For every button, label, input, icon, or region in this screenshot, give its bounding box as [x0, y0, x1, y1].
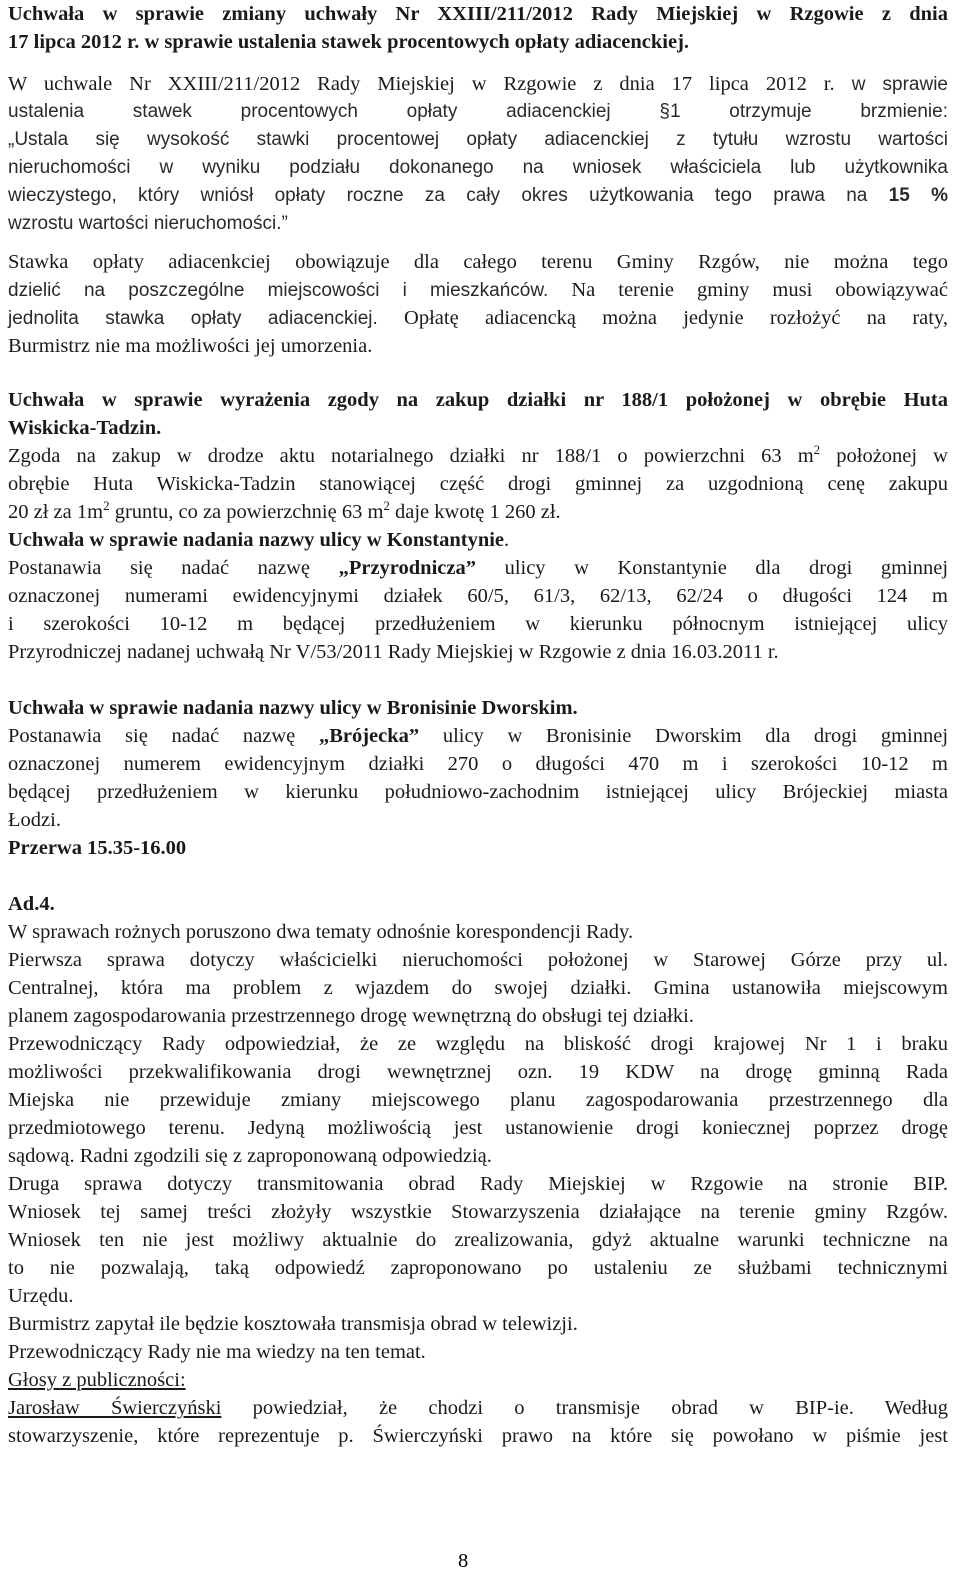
text-line: wzrostu wartości nieruchomości.”: [8, 213, 288, 234]
section-title: Uchwała w sprawie zmiany uchwały Nr XXIII/211/2012 Rady Miejskiej w Rzgowie z dnia: [8, 3, 948, 25]
text-span: dzielić na poszczególne miejscowości i mieszkańców.: [8, 280, 549, 301]
break-note: Przerwa 15.35-16.00: [8, 837, 187, 859]
text-line: Przyrodniczej nadanej uchwałą Nr V/53/2011 Rady Miejskiej w Rzgowie z dnia 16.03.2011 r.: [8, 641, 779, 663]
text-line: [8, 722, 948, 750]
superscript: 2: [103, 498, 110, 513]
text-span: położonej w: [820, 445, 948, 467]
page-number: 8: [458, 1550, 469, 1572]
public-voices-label: Głosy z publiczności:: [8, 1369, 186, 1391]
text-line: „Ustala się wysokość stawki procentowej opłaty adiacenckiej z tytułu wzrostu wartości: [8, 129, 948, 150]
text-span: w sprawie: [834, 74, 949, 95]
section-title: 17 lipca 2012 r. w sprawie ustalenia stawek procentowych opłaty adiacenckiej.: [8, 31, 690, 53]
section-title: Uchwała w sprawie wyrażenia zgody na zakup działki nr 188/1 położonej w obrębie Huta: [8, 389, 948, 411]
text-line: będącej przedłużeniem w kierunku południowo-zachodnim istniejącej ulicy Brójeckiej miasta: [8, 781, 948, 803]
superscript: 2: [813, 442, 821, 457]
text-line: Przewodniczący Rady odpowiedział, że ze względu na bliskość drogi krajowej Nr 1 i braku: [8, 1033, 948, 1055]
text-line: Druga sprawa dotyczy transmitowania obrad Rady Miejskiej w Rzgowie na stronie BIP.: [8, 1173, 948, 1195]
text-line: [8, 1394, 948, 1422]
text-line: [8, 554, 948, 582]
section-dzialka: [8, 386, 948, 526]
text-span: ulicy w Bronisinie Dworskim dla drogi gminnej: [442, 725, 949, 747]
section-title: Wiskicka-Tadzin.: [8, 417, 162, 439]
text-line: planem zagospodarowania przestrzennego drogę wewnętrzną do obsługi tej działki.: [8, 1005, 694, 1027]
text-span: Na terenie gminy musi obowiązywać: [548, 279, 948, 301]
text-line: i szerokości 10-12 m będącej przedłużeniem w kierunku północnym istniejącej ulicy: [8, 613, 948, 635]
superscript: 2: [383, 498, 390, 513]
text-line: [8, 304, 948, 332]
text-span: Opłatę adiacencką można jedynie rozłożyć na raty,: [377, 307, 948, 329]
speaker-name: Jarosław Świerczyński: [8, 1397, 222, 1419]
text-span: jednolita stawka opłaty adiacenckiej.: [8, 308, 378, 329]
text-line: [8, 70, 948, 98]
percent-value: 15 %: [888, 185, 948, 206]
text-line: [8, 442, 948, 470]
text-line: Pierwsza sprawa dotyczy właścicielki nieruchomości położonej w Starowej Górze przy ul.: [8, 949, 948, 971]
section-heading: Ad.4.: [8, 893, 55, 915]
text-span: Zgoda na zakup w drodze aktu notarialnego działki nr 188/1 o powierzchni 63 m: [8, 445, 814, 467]
text-line: sądową. Radni zgodzili się z zaproponowaną odpowiedzią.: [8, 1145, 492, 1167]
text-span: daje kwotę 1 260 zł.: [389, 501, 561, 523]
section-ad4: [8, 890, 948, 1450]
street-name: „Brójecka”: [318, 725, 420, 747]
text-span: Postanawia się nadać nazwę: [8, 725, 296, 747]
text-line: Łodzi.: [8, 809, 61, 831]
text-line: nieruchomości w wyniku podziału dokonanego na wniosek właściciela lub użytkownika: [8, 157, 948, 178]
text-line: przedmiotowego terenu. Jedyną możliwością jest ustanowienie drogi koniecznej poprzez drogę: [8, 1117, 948, 1139]
text-span: 20 zł za 1m: [8, 501, 104, 523]
text-span: powiedział, że chodzi o transmisje obrad w BIP-ie. Według: [221, 1397, 948, 1419]
text-line: Stawka opłaty adiacenkciej obowiązuje dla całego terenu Gminy Rzgów, nie można tego: [8, 251, 948, 273]
text-line: to nie pozwalają, taką odpowiedź zaproponowano po ustaleniu ze służbami technicznymi: [8, 1257, 948, 1279]
text-line: [8, 498, 948, 526]
section-bronisin: [8, 694, 948, 862]
text-span: W uchwale Nr XXIII/211/2012 Rady Miejskiej w Rzgowie z dnia 17 lipca 2012 r.: [8, 73, 835, 95]
text-line: obrębie Huta Wiskicka-Tadzin stanowiącej część drogi gminnej za uzgodnioną cenę zakupu: [8, 473, 948, 495]
text-line: możliwości przekwalifikowania drogi wewnętrznej ozn. 19 KDW na drogę gminną Rada: [8, 1061, 948, 1083]
paragraph: [8, 248, 948, 360]
text-line: Przewodniczący Rady nie ma wiedzy na ten temat.: [8, 1341, 426, 1363]
text-span: Postanawia się nadać nazwę: [8, 557, 310, 579]
section-konstantyn: [8, 526, 948, 666]
text-line: Centralnej, która ma problem z wjazdem do swojej działki. Gmina ustanowiła miejscowym: [8, 977, 948, 999]
text-line: Wniosek tej samej treści złożyły wszystkie Stowarzyszenia działające na terenie gminy Rzgów.: [8, 1201, 948, 1223]
text-line: Urzędu.: [8, 1285, 74, 1307]
text-span: gruntu, co za powierzchnię 63 m: [109, 501, 384, 523]
text-line: oznaczonej numerem ewidencyjnym działki 270 o długości 470 m i szerokości 10-12 m: [8, 753, 948, 775]
text-line: oznaczonej numerami ewidencyjnymi działek 60/5, 61/3, 62/13, 62/24 o długości 124 m: [8, 585, 948, 607]
text-line: Wniosek ten nie jest możliwy aktualnie do zrealizowania, gdyż aktualne warunki techniczne na: [8, 1229, 948, 1251]
text-line: W sprawach rożnych poruszono dwa tematy odnośnie korespondencji Rady.: [8, 921, 634, 943]
title-text: Uchwała w sprawie nadania nazwy ulicy w Konstantynie: [8, 529, 505, 551]
text-line: ustalenia stawek procentowych opłaty adiacenckiej §1 otrzymuje brzmienie:: [8, 101, 948, 122]
text-line: Miejska nie przewiduje zmiany miejscowego planu zagospodarowania przestrzennego dla: [8, 1089, 948, 1111]
text-span: ulicy w Konstantynie dla drogi gminnej: [504, 557, 949, 579]
text-span: .: [504, 529, 510, 551]
text-line: Burmistrz nie ma możliwości jej umorzenia.: [8, 335, 373, 357]
text-line: Burmistrz zapytał ile będzie kosztowała transmisja obrad w telewizji.: [8, 1313, 578, 1335]
section-title: Uchwała w sprawie nadania nazwy ulicy w Bronisinie Dworskim.: [8, 697, 578, 719]
section-adiacencka: [8, 0, 948, 56]
text-line: [8, 276, 948, 304]
text-line: [8, 182, 948, 210]
street-name: „Przyrodnicza”: [338, 557, 476, 579]
text-span: wieczystego, który wniósł opłaty roczne za cały okres użytkowania tego prawa na: [8, 185, 868, 206]
text-line: stowarzyszenie, które reprezentuje p. Świerczyński prawo na które się powołano w piśmie jest: [8, 1425, 948, 1447]
paragraph: [8, 70, 948, 238]
section-title: [8, 526, 948, 554]
